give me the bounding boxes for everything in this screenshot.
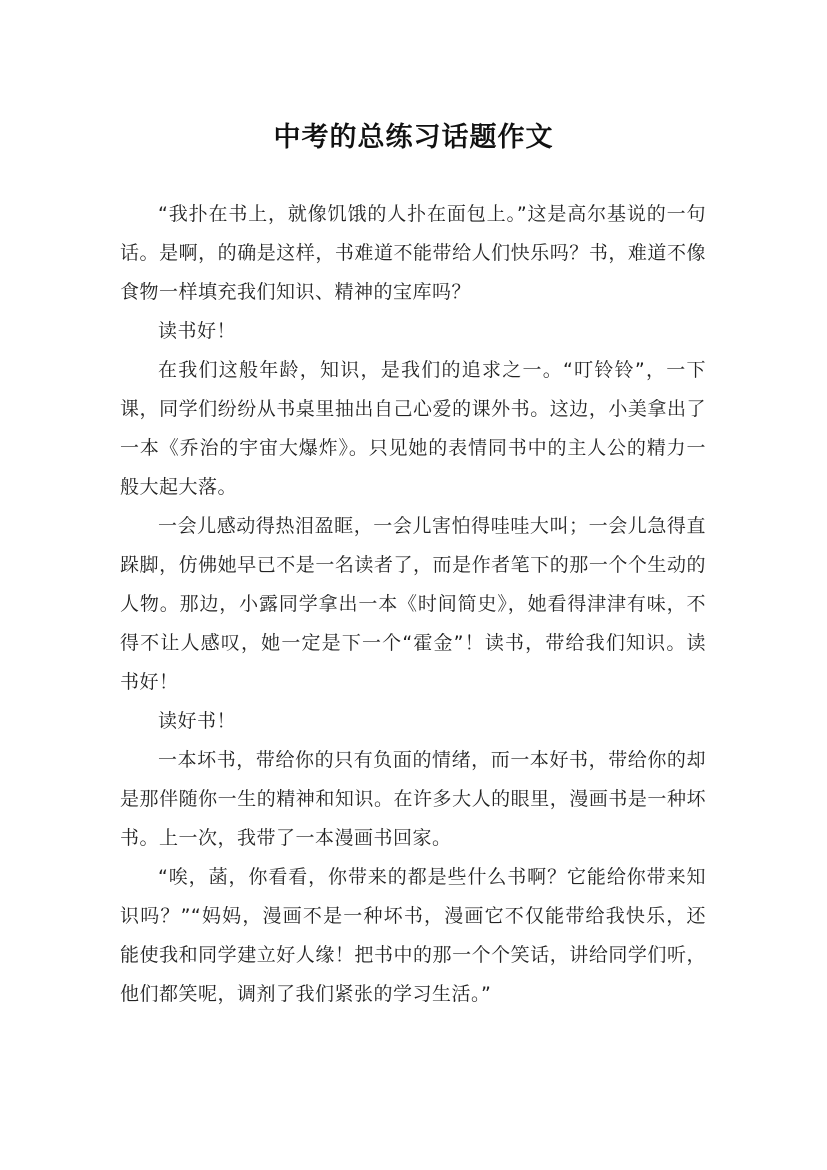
paragraph: 一本坏书，带给你的只有负面的情绪，而一本好书，带给你的却是那伴随你一生的精神和知识。在许多大人的眼里，漫画书是一种坏书。上一次，我带了一本漫画书回家。 [120, 749, 706, 849]
paragraph: 一会儿感动得热泪盈眶，一会儿害怕得哇哇大叫；一会儿急得直跺脚，仿佛她早已不是一名读者了，而是作者笔下的那一个个生动的人物。那边，小露同学拿出一本《时间简史》，她看得津津有味，不得不让人感叹，她一定是下一个“霍金”！读书，带给我们知识。读书好！ [120, 515, 706, 693]
paragraph: 在我们这般年龄，知识，是我们的追求之一。“叮铃铃”，一下课，同学们纷纷从书桌里抽出自己心爱的课外书。这边，小美拿出了一本《乔治的宇宙大爆炸》。只见她的表情同书中的主人公的精力一般大起大落。 [120, 359, 706, 498]
paragraph: “唉，菡，你看看，你带来的都是些什么书啊？它能给你带来知识吗？”“妈妈，漫画不是一种坏书，漫画它不仅能带给我快乐，还能使我和同学建立好人缘！把书中的那一个个笑话，讲给同学们听，他们都笑呢，调剂了我们紧张的学习生活。” [120, 866, 706, 1005]
paragraph: 读书好！ [158, 320, 237, 342]
paragraph: “我扑在书上，就像饥饿的人扑在面包上。”这是高尔基说的一句话。是啊，的确是这样，书难道不能带给人们快乐吗？书，难道不像食物一样填充我们知识、精神的宝库吗？ [120, 203, 706, 303]
document-title: 中考的总练习话题作文 [273, 122, 554, 154]
document-body [120, 195, 706, 1014]
paragraph: 读好书！ [158, 710, 237, 732]
